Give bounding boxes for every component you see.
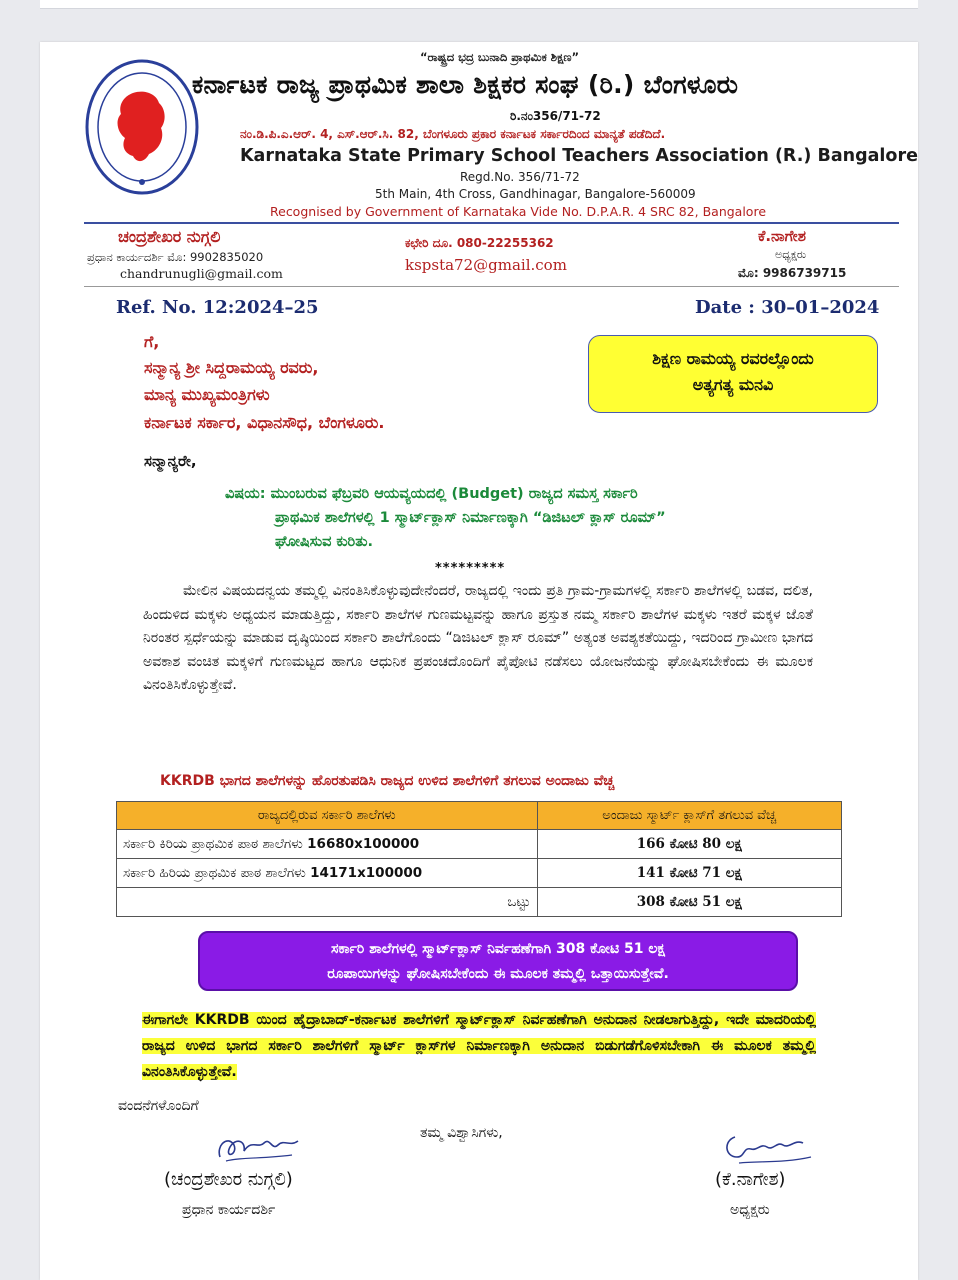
total-cost: 308 ಕೋಟಿ 51 ಲಕ್ಷ xyxy=(537,888,842,917)
cost-section-heading: KKRDB ಭಾಗದ ಶಾಲೆಗಳನ್ನು ಹೊರತುಪಡಿಸಿ ರಾಜ್ಯದ ಉಳಿದ ಶಾಲೆಗಳಿಗೆ ತಗಲುವ ಅಂದಾಜು ವೆಚ್ಚ xyxy=(160,773,615,789)
closing-greeting: ವಂದನೆಗಳೊಂದಿಗೆ xyxy=(118,1098,199,1114)
secretary-email: chandrunugli@gmail.com xyxy=(120,266,283,281)
demand-callout-line: ಸರ್ಕಾರಿ ಶಾಲೆಗಳಲ್ಲಿ ಸ್ಮಾರ್ಟ್‌ಕ್ಲಾಸ್ ನಿರ್ವಹಣೆಗಾಗಿ 308 ಕೋಟಿ 51 ಲಕ್ಷ xyxy=(331,941,665,957)
contacts-divider xyxy=(84,286,899,287)
appeal-callout xyxy=(588,335,878,413)
highlighted-text: ಈಗಾಗಲೇ KKRDB ಯಿಂದ ಹೈದ್ರಾಬಾದ್-ಕರ್ನಾಟಕ ಶಾಲೆಗಳಿಗೆ ಸ್ಮಾರ್ಟ್‌ಕ್ಲಾಸ್ ನಿರ್ವಹಣೆಗಾಗಿ ಅನುದಾನ ನೀಡಲಾಗುತ್ತಿದ್ದು, ಇದೇ ಮಾದರಿಯಲ್ಲಿ ರಾಜ್ಯದ ಉಳಿದ ಭಾಗದ ಸರ್ಕಾರಿ ಶಾಲೆಗಳಿಗೆ ಸ್ಮಾರ್ಟ್ ಕ್ಲಾಸ್‌ಗಳ ನಿರ್ಮಾಣಕ್ಕಾಗಿ ಅನುದಾನ ಬಿಡುಗಡೆಗೊಳಿಸಬೇಕಾಗಿ ಈ ಮೂಲಕ ತಮ್ಮಲ್ಲಿ ವಿನಂತಿಸಿಕೊಳ್ಳುತ್ತೇವೆ. xyxy=(142,1012,816,1080)
school-type-label: ಸರ್ಕಾರಿ ಕಿರಿಯ ಪ್ರಾಥಮಿಕ ಪಾಠ ಶಾಲೆಗಳು xyxy=(123,836,303,852)
president-signature xyxy=(715,1127,815,1169)
table-row xyxy=(117,859,842,888)
cost-cell: 166 ಕೋಟಿ 80 ಲಕ್ಷ xyxy=(537,830,842,859)
association-seal-logo xyxy=(85,58,199,196)
association-name-english: Karnataka State Primary School Teachers Association (R.) Bangalore xyxy=(240,146,918,166)
body-paragraph: ಮೇಲಿನ ವಿಷಯದನ್ವಯ ತಮ್ಮಲ್ಲಿ ವಿನಂತಿಸಿಕೊಳ್ಳುವುದೇನೆಂದರೆ, ರಾಜ್ಯದಲ್ಲಿ ಇಂದು ಪ್ರತಿ ಗ್ರಾಮ-ಗ್ರಾಮಗಳಲ್ಲಿ ಸರ್ಕಾರಿ ಶಾಲೆಗಳಲ್ಲಿ ಬಡವ, ದಲಿತ, ಹಿಂದುಳಿದ ಮಕ್ಕಳು ಅಧ್ಯಯನ ಮಾಡುತ್ತಿದ್ದು, ಸರ್ಕಾರಿ ಶಾಲೆಗಳ ಗುಣಮಟ್ಟವನ್ನು ಹಾಗೂ ಪ್ರಸ್ತುತ ನಮ್ಮ ಸರ್ಕಾರಿ ಶಾಲೆಗಳ ಮಕ್ಕಳು ಇತರೆ ಮಕ್ಕಳ ಜೊತೆ ನಿರಂತರ ಸ್ಪರ್ಧೆಯನ್ನು ಮಾಡುವ ದೃಷ್ಠಿಯಿಂದ ಸರ್ಕಾರಿ ಶಾಲೆಗೊಂದು “ಡಿಜಿಟಲ್ ಕ್ಲಾಸ್ ರೂಮ್” ಅತ್ಯಂತ ಅವಶ್ಯಕತೆಯಿದ್ದು, ಇದರಿಂದ ಗ್ರಾಮೀಣ ಭಾಗದ ಅವಕಾಶ ವಂಚಿತ ಮಕ್ಕಳಿಗೆ ಗುಣಮಟ್ಟದ ಹಾಗೂ ಆಧುನಿಕ ಪ್ರಪಂಚದೊಂದಿಗೆ ಪೈಪೋಟಿ ನಡೆಸಲು ಯೋಜನೆಯನ್ನು ಘೋಷಿಸಬೇಕೆಂದು ಈ ಮೂಲಕ ವಿನಂತಿಸಿಕೊಳ್ಳುತ್ತೇವೆ. xyxy=(143,583,813,693)
demand-callout xyxy=(198,931,798,991)
separator-stars: ********* xyxy=(435,561,506,576)
salutation: ಸನ್ಮಾನ್ಯರೇ, xyxy=(144,452,197,470)
column-header: ಅಂದಾಜು ಸ್ಮಾರ್ಟ್ ಕ್ಲಾಸ್‌ಗೆ ತಗಲುವ ವೆಚ್ಚ xyxy=(537,802,842,830)
president-signatory-name: (ಕೆ.ನಾಗೇಶ) xyxy=(715,1169,786,1190)
president-role: ಅಧ್ಯಕ್ಷರು xyxy=(775,248,807,261)
appeal-callout-line: ಅತ್ಯಗತ್ಯ ಮನವಿ xyxy=(692,375,774,394)
total-label: ಒಟ್ಟು xyxy=(117,888,538,917)
office-phone: ಕಛೇರಿ ದೂ. 080-22255362 xyxy=(405,236,554,250)
office-email: kspsta72@gmail.com xyxy=(405,256,567,274)
subject-line: ಪ್ರಾಥಮಿಕ ಶಾಲೆಗಳಲ್ಲಿ 1 ಸ್ಮಾರ್ಟ್‌ಕ್ಲಾಸ್ ನಿರ್ಮಾಣಕ್ಕಾಗಿ “ಡಿಜಿಟಲ್ ಕ್ಲಾಸ್ ರೂಮ್” xyxy=(275,510,666,526)
demand-callout-line: ರೂಪಾಯಿಗಳನ್ನು ಘೋಷಿಸಬೇಕೆಂದು ಈ ಮೂಲಕ ತಮ್ಮಲ್ಲಿ ಒತ್ತಾಯಿಸುತ್ತೇವೆ. xyxy=(327,966,669,982)
recognition-note-english: Recognised by Government of Karnataka Vide No. D.P.A.R. 4 SRC 82, Bangalore xyxy=(270,204,767,219)
president-signatory-role: ಅಧ್ಯಕ್ಷರು xyxy=(730,1202,770,1218)
highlighted-paragraph xyxy=(142,1007,816,1085)
cost-cell: 141 ಕೋಟಿ 71 ಲಕ್ಷ xyxy=(537,859,842,888)
header-divider xyxy=(84,222,899,224)
table-row xyxy=(117,830,842,859)
secretary-name: ಚಂದ್ರಶೇಖರ ನುಗ್ಗಲಿ xyxy=(118,227,221,246)
reference-number: Ref. No. 12:2024–25 xyxy=(116,297,319,318)
school-type-cell xyxy=(117,859,538,888)
secretary-signature xyxy=(212,1127,304,1169)
school-type-label: ಸರ್ಕಾರಿ ಹಿರಿಯ ಪ್ರಾಥಮಿಕ ಪಾಠ ಶಾಲೆಗಳು xyxy=(123,865,306,881)
subject-line: ಘೋಷಿಸುವ ಕುರಿತು. xyxy=(275,534,374,550)
cost-table xyxy=(116,801,842,917)
addressee-line: ಕರ್ನಾಟಕ ಸರ್ಕಾರ, ವಿಧಾನಸೌಧ, ಬೆಂಗಳೂರು. xyxy=(144,413,385,432)
addressee-line: ಮಾನ್ಯ ಮುಖ್ಯಮಂತ್ರಿಗಳು xyxy=(144,385,270,404)
registration-number-kannada: ರಿ.ನಂ356/71-72 xyxy=(510,109,601,123)
table-total-row xyxy=(117,888,842,917)
letter-date: Date : 30–01–2024 xyxy=(695,297,880,318)
secretary-role-phone: ಪ್ರಧಾನ ಕಾರ್ಯದರ್ಶಿ ಮೊ: 9902835020 xyxy=(87,250,264,264)
school-count-calc: 14171x100000 xyxy=(310,865,423,881)
president-phone: ಮೊ: 9986739715 xyxy=(738,266,847,280)
association-name-kannada: ಕರ್ನಾಟಕ ರಾಜ್ಯ ಪ್ರಾಥಮಿಕ ಶಾಲಾ ಶಿಕ್ಷಕರ ಸಂಘ (ರಿ.) ಬೆಂಗಳೂರು xyxy=(192,70,739,99)
president-name: ಕೆ.ನಾಗೇಶ xyxy=(758,227,806,245)
subject xyxy=(225,482,825,554)
school-count-calc: 16680x100000 xyxy=(307,836,420,852)
subject-line: ವಿಷಯ: ಮುಂಬರುವ ಫೆಬ್ರವರಿ ಆಯವ್ಯಯದಲ್ಲಿ (Budget) ರಾಜ್ಯದ ಸಮಸ್ತ ಸರ್ಕಾರಿ xyxy=(225,486,638,502)
yours-faithfully: ತಮ್ಮ ವಿಶ್ವಾಸಿಗಳು, xyxy=(420,1125,503,1141)
school-type-cell xyxy=(117,830,538,859)
registration-number-english: Regd.No. 356/71-72 xyxy=(460,170,580,184)
column-header: ರಾಜ್ಯದಲ್ಲಿರುವ ಸರ್ಕಾರಿ ಶಾಲೆಗಳು xyxy=(117,802,538,830)
secretary-signatory-role: ಪ್ರಧಾನ ಕಾರ್ಯದರ್ಶಿ xyxy=(182,1202,276,1218)
motto: “ರಾಷ್ಟ್ರದ ಭದ್ರ ಬುನಾದಿ ಪ್ರಾಥಮಿಕ ಶಿಕ್ಷಣ” xyxy=(420,50,580,64)
table-header-row xyxy=(117,802,842,830)
addressee-line: ಸನ್ಮಾನ್ಯ ಶ್ರೀ ಸಿದ್ದರಾಮಯ್ಯ ರವರು, xyxy=(144,358,319,377)
appeal-callout-line: ಶಿಕ್ಷಣ ರಾಮಯ್ಯ ರವರಲ್ಲೊಂದು xyxy=(652,349,814,368)
letter-page xyxy=(40,42,918,1280)
recognition-note-kannada: ನಂ.ಡಿ.ಪಿ.ಎ.ಆರ್. 4, ಎಸ್.ಆರ್.ಸಿ. 82, ಬೆಂಗಳೂರು ಪ್ರಕಾರ ಕರ್ನಾಟಕ ಸರ್ಕಾರದಿಂದ ಮಾನ್ಯತೆ ಪಡೆದಿದೆ. xyxy=(240,127,666,141)
previous-page-edge xyxy=(40,0,918,9)
secretary-signatory-name: (ಚಂದ್ರಶೇಖರ ನುಗ್ಗಲಿ) xyxy=(164,1169,293,1190)
association-address: 5th Main, 4th Cross, Gandhinagar, Bangalore-560009 xyxy=(375,187,696,201)
addressee-line: ಗೆ, xyxy=(144,332,160,351)
